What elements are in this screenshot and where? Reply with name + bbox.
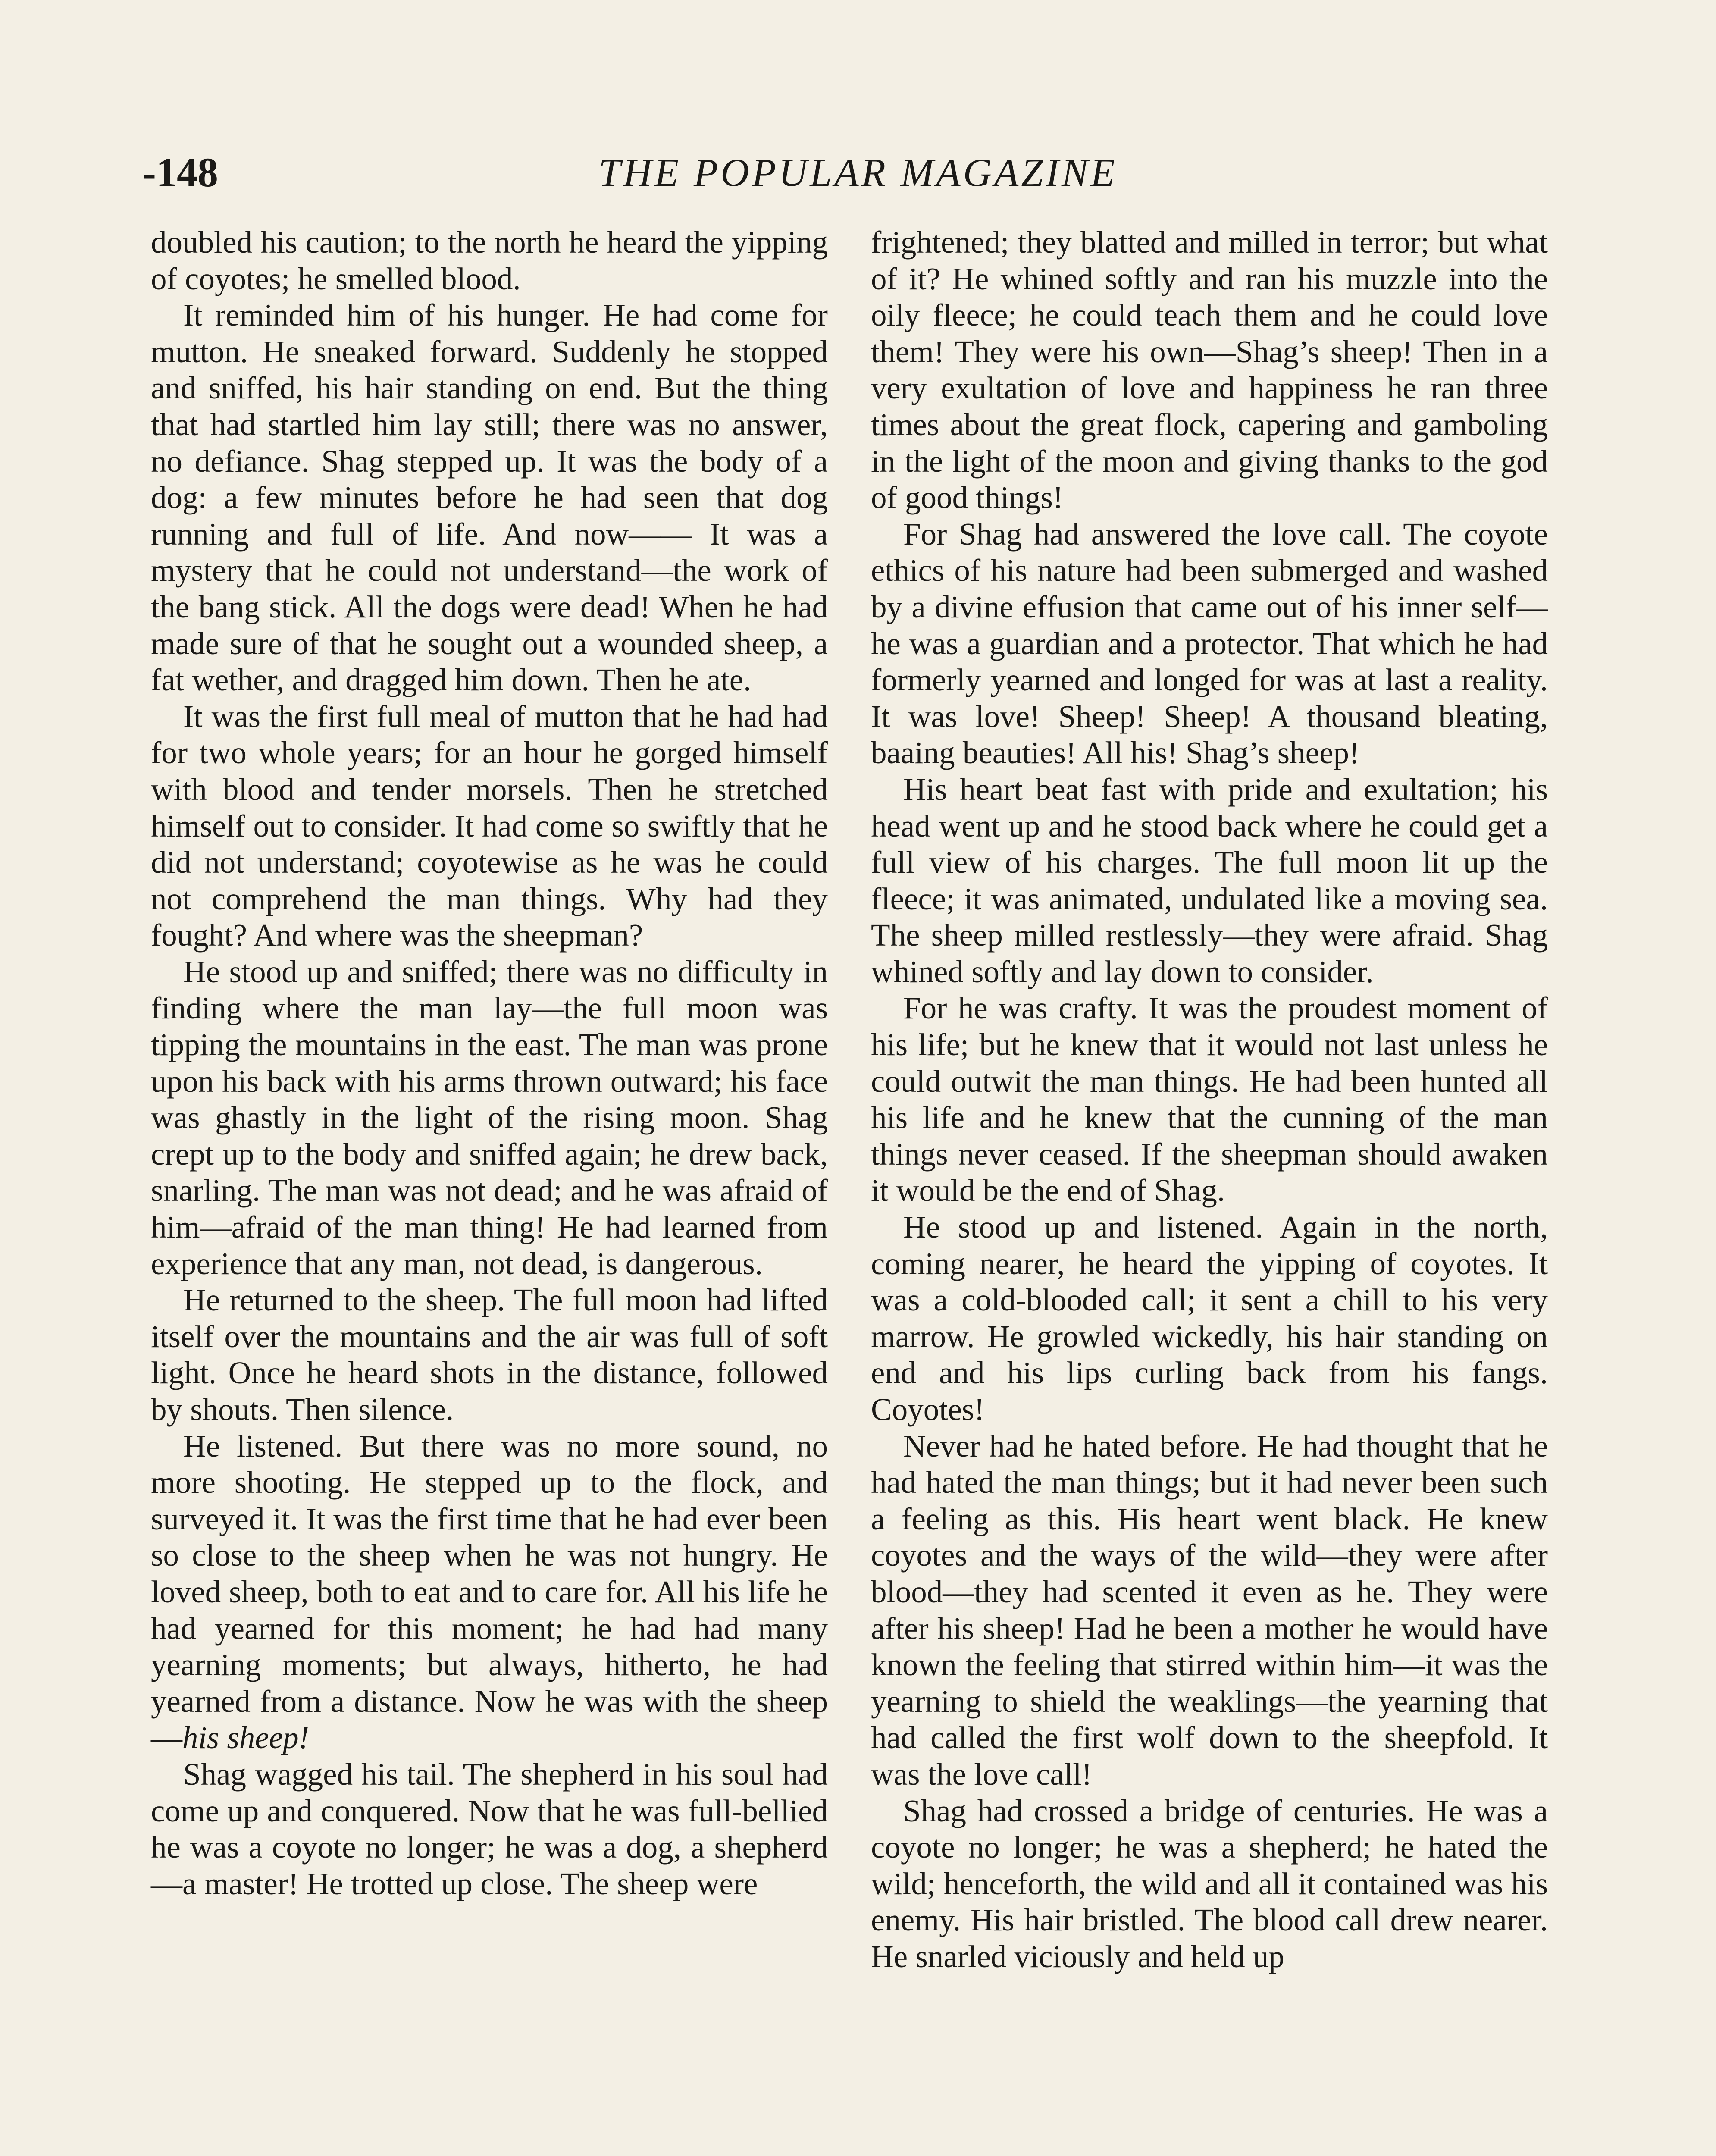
- page-number: -148: [142, 149, 218, 195]
- paragraph: For he was crafty. It was the proudest moment of his life; but he knew that it would not last unless he could outwit the man things. He had been hunted all his life and he knew that the cunning of the man things never ceased. If the sheepman should awaken it would be the end of Shag.: [871, 990, 1548, 1208]
- paragraph: For Shag had answered the love call. The coyote ethics of his nature had been submerged and washed by a divine effusion that came out of his inner self—he was a guardian and a protector. That which he had formerly yearned and longed for was at last a reality. It was love! Sheep! Sheep! A thousand bleating, baaing beauties! All his! Shag’s sheep!: [871, 516, 1548, 771]
- right-column: [871, 224, 1548, 1975]
- paragraph: It reminded him of his hunger. He had come for mutton. He sneaked forward. Suddenly he stopped and sniffed, his hair standing on end. But the thing that had startled him lay still; there was no answer, no defiance. Shag stepped up. It was the body of a dog: a few minutes before he had seen that dog running and full of life. And now—— It was a mystery that he could not understand—the work of the bang stick. All the dogs were dead! When he had made sure of that he sought out a wounded sheep, a fat wether, and dragged him down. Then he ate.: [151, 298, 828, 698]
- paragraph: frightened; they blatted and milled in terror; but what of it? He whined softly and ran his muzzle into the oily fleece; he could teach them and he could love them! They were his own—Shag’s sheep! Then in a very exultation of love and happiness he ran three times about the great flock, capering and gamboling in the light of the moon and giving thanks to the god of good things!: [871, 225, 1548, 515]
- paragraph: doubled his caution; to the north he heard the yipping of coyotes; he smelled blood.: [151, 225, 828, 296]
- paragraph: He returned to the sheep. The full moon had lifted itself over the mountains and the air was full of soft light. Once he heard shots in the distance, followed by shouts. Then silence.: [151, 1282, 828, 1427]
- running-title: THE POPULAR MAGAZINE: [598, 150, 1118, 194]
- paragraph: He stood up and sniffed; there was no difficulty in finding where the man lay—the full moon was tipping the mountains in the east. The man was prone upon his back with his arms thrown outward; his face was ghastly in the light of the rising moon. Shag crept up to the body and sniffed again; he drew back, snarling. The man was not dead; and he was afraid of him—afraid of the man thing! He had learned from experience that any man, not dead, is dangerous.: [151, 954, 828, 1281]
- paragraph: He stood up and listened. Again in the north, coming nearer, he heard the yipping of coyotes. It was a cold-blooded call; it sent a chill to his very marrow. He growled wickedly, his hair standing on end and his lips curling back from his fangs. Coyotes!: [871, 1210, 1548, 1427]
- paragraph-text: He listened. But there was no more sound, no more shooting. He stepped up to the flock, and surveyed it. It was the first time that he had ever been so close to the sheep when he was not hungry. He loved sheep, both to eat and to care for. All his life he had yearned for this moment; he had had many yearning moments; but always, hitherto, he had yearned from a distance. Now he was with the sheep—: [151, 1428, 828, 1755]
- emphasis-text: his sheep!: [182, 1720, 309, 1755]
- page-header: [142, 142, 1574, 203]
- paragraph: Shag wagged his tail. The shepherd in his soul had come up and conquered. Now that he was full-bellied he was a coyote no longer; he was a dog, a shepherd—a master! He trotted up close. The sheep were: [151, 1756, 828, 1901]
- paragraph: Never had he hated before. He had thought that he had hated the man things; but it had never been such a feeling as this. His heart went black. He knew coyotes and the ways of the wild—they were after blood—they had scented it even as he. They were after his sheep! Had he been a mother he would have known the feeling that stirred within him—it was the yearning to shield the weaklings—the yearning that had called the first wolf down to the sheepfold. It was the love call!: [871, 1428, 1548, 1792]
- paragraph: Shag had crossed a bridge of centuries. He was a coyote no longer; he was a shepherd; he hated the wild; henceforth, the wild and all it contained was his enemy. His hair bristled. The blood call drew nearer. He snarled viciously and held up: [871, 1793, 1548, 1974]
- paragraph: It was the first full meal of mutton that he had had for two whole years; for an hour he gorged himself with blood and tender morsels. Then he stretched himself out to consider. It had come so swiftly that he did not understand; coyotewise as he was he could not comprehend the man things. Why had they fought? And where was the sheepman?: [151, 699, 828, 953]
- left-column: [151, 224, 828, 1902]
- paragraph: His heart beat fast with pride and exultation; his head went up and he stood back where he could get a full view of his charges. The full moon lit up the fleece; it was animated, undulated like a moving sea. The sheep milled restlessly—they were afraid. Shag whined softly and lay down to consider.: [871, 771, 1548, 989]
- paragraph: [151, 1428, 828, 1756]
